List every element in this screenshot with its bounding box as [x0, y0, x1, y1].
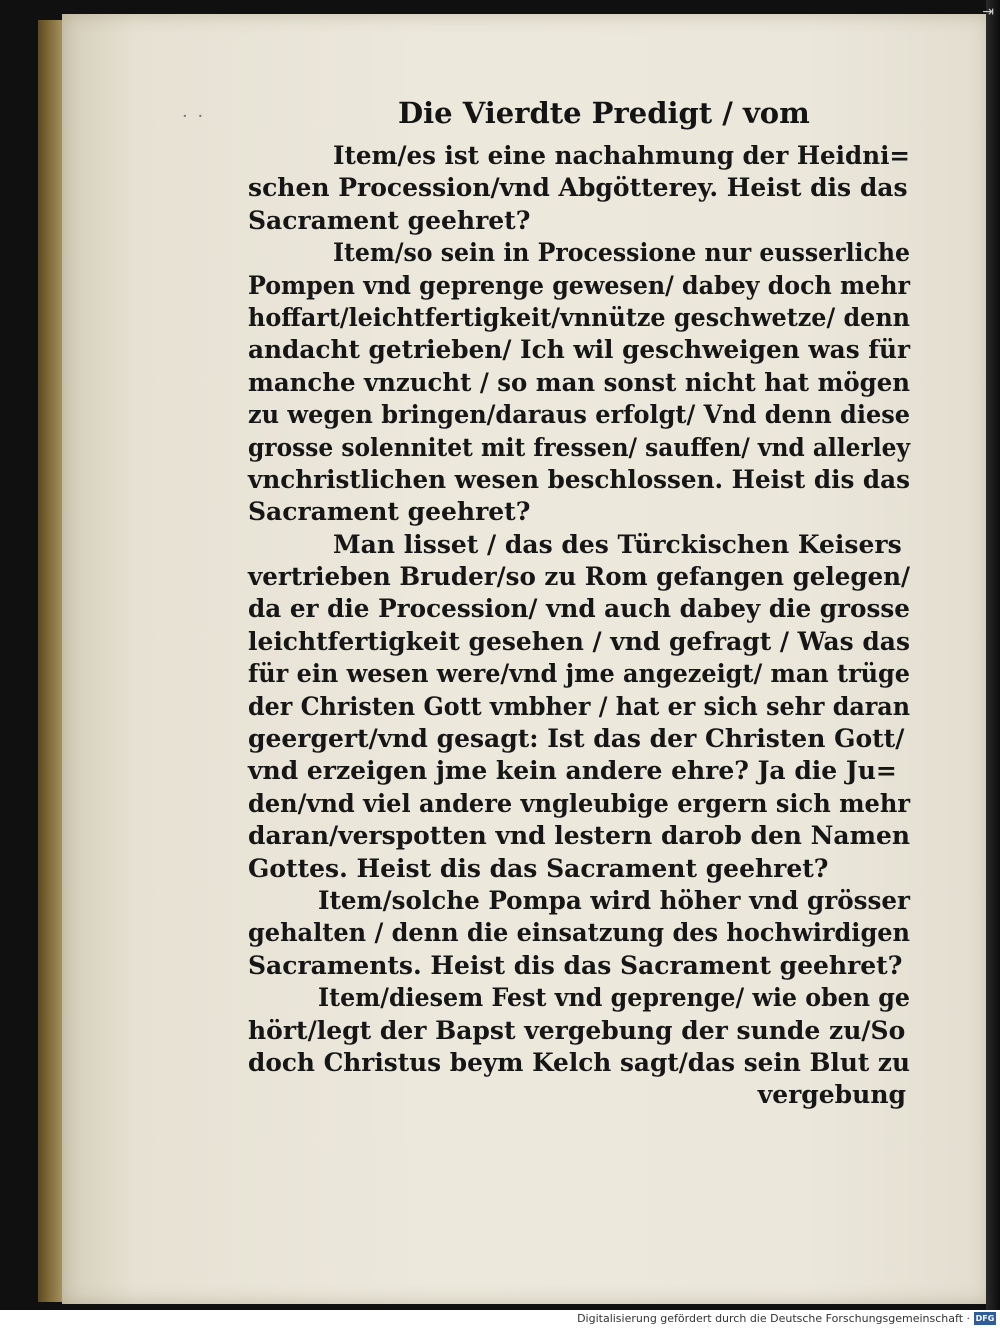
- text-line: andacht getrieben/ Ich wil geschweigen was für: [248, 335, 910, 365]
- book-spine-edge: [38, 20, 64, 1302]
- text-line: hört/legt der Bapst vergebung der sunde zu/So: [248, 1015, 906, 1045]
- text-line: Item/diesem Fest vnd geprenge/ wie oben ge: [318, 983, 910, 1013]
- catchword: vergebung: [757, 1080, 906, 1110]
- footer-credit: Digitalisierung gefördert durch die Deutsche Forschungsgemeinschaft ·: [577, 1312, 970, 1325]
- text-line: Pompen vnd geprenge gewesen/ dabey doch mehr: [248, 270, 910, 300]
- running-head: Die Vierdte Predigt / vom: [398, 96, 810, 130]
- text-line: Man lisset / das des Türckischen Keisers: [333, 529, 902, 559]
- text-line: Gottes. Heist dis das Sacrament geehret?: [248, 853, 829, 883]
- text-line: Item/es ist eine nachahmung der Heidni=: [333, 141, 910, 170]
- text-line: vertrieben Bruder/so zu Rom gefangen gelegen/: [248, 562, 910, 592]
- body-text: [248, 140, 910, 1112]
- text-line: hoffart/leichtfertigkeit/vnnütze geschwetze/ denn: [248, 302, 910, 332]
- text-line: zu wegen bringen/daraus erfolgt/ Vnd denn diese: [248, 400, 910, 430]
- text-line: gehalten / denn die einsatzung des hochwirdigen: [248, 918, 910, 948]
- text-line: manche vnzucht / so man sonst nicht hat mögen: [248, 367, 910, 397]
- scan-right-edge: [986, 0, 1000, 1310]
- text-line: vnchristlichen wesen beschlossen. Heist dis das: [248, 464, 910, 494]
- text-line: schen Procession/vnd Abgötterey. Heist dis das: [248, 173, 908, 203]
- dfg-logo: DFG: [975, 1314, 995, 1323]
- text-line: doch Christus beym Kelch sagt/das sein Blut zu: [248, 1047, 910, 1077]
- text-line: geergert/vnd gesagt: Ist das der Christen Gott/: [248, 724, 905, 754]
- text-line: Item/solche Pompa wird höher vnd grösser: [318, 885, 910, 915]
- text-line: Item/so sein in Processione nur eusserliche: [333, 238, 910, 268]
- text-line: für ein wesen were/vnd jme angezeigt/ man trüge: [248, 659, 910, 689]
- text-line: grosse solennitet mit fressen/ sauffen/ vnd allerley: [248, 432, 910, 462]
- text-line: da er die Procession/ vnd auch dabey die grosse: [248, 594, 910, 624]
- text-line: vnd erzeigen jme kein andere ehre? Ja die Ju=: [248, 756, 897, 786]
- corner-mark-icon: ⇥: [982, 4, 994, 20]
- text-line: den/vnd viel andere vngleubige ergern sich mehr: [248, 788, 910, 818]
- text-line: leichtfertigkeit gesehen / vnd gefragt / Was das: [248, 626, 910, 656]
- margin-mark: · ·: [182, 106, 206, 127]
- text-line: daran/verspotten vnd lestern darob den Namen: [248, 821, 910, 851]
- text-line: Sacrament geehret?: [248, 497, 531, 527]
- text-line: Sacrament geehret?: [248, 205, 531, 235]
- text-line: Sacraments. Heist dis das Sacrament geehret?: [248, 950, 903, 980]
- text-line: der Christen Gott vmbher / hat er sich sehr daran: [248, 691, 910, 721]
